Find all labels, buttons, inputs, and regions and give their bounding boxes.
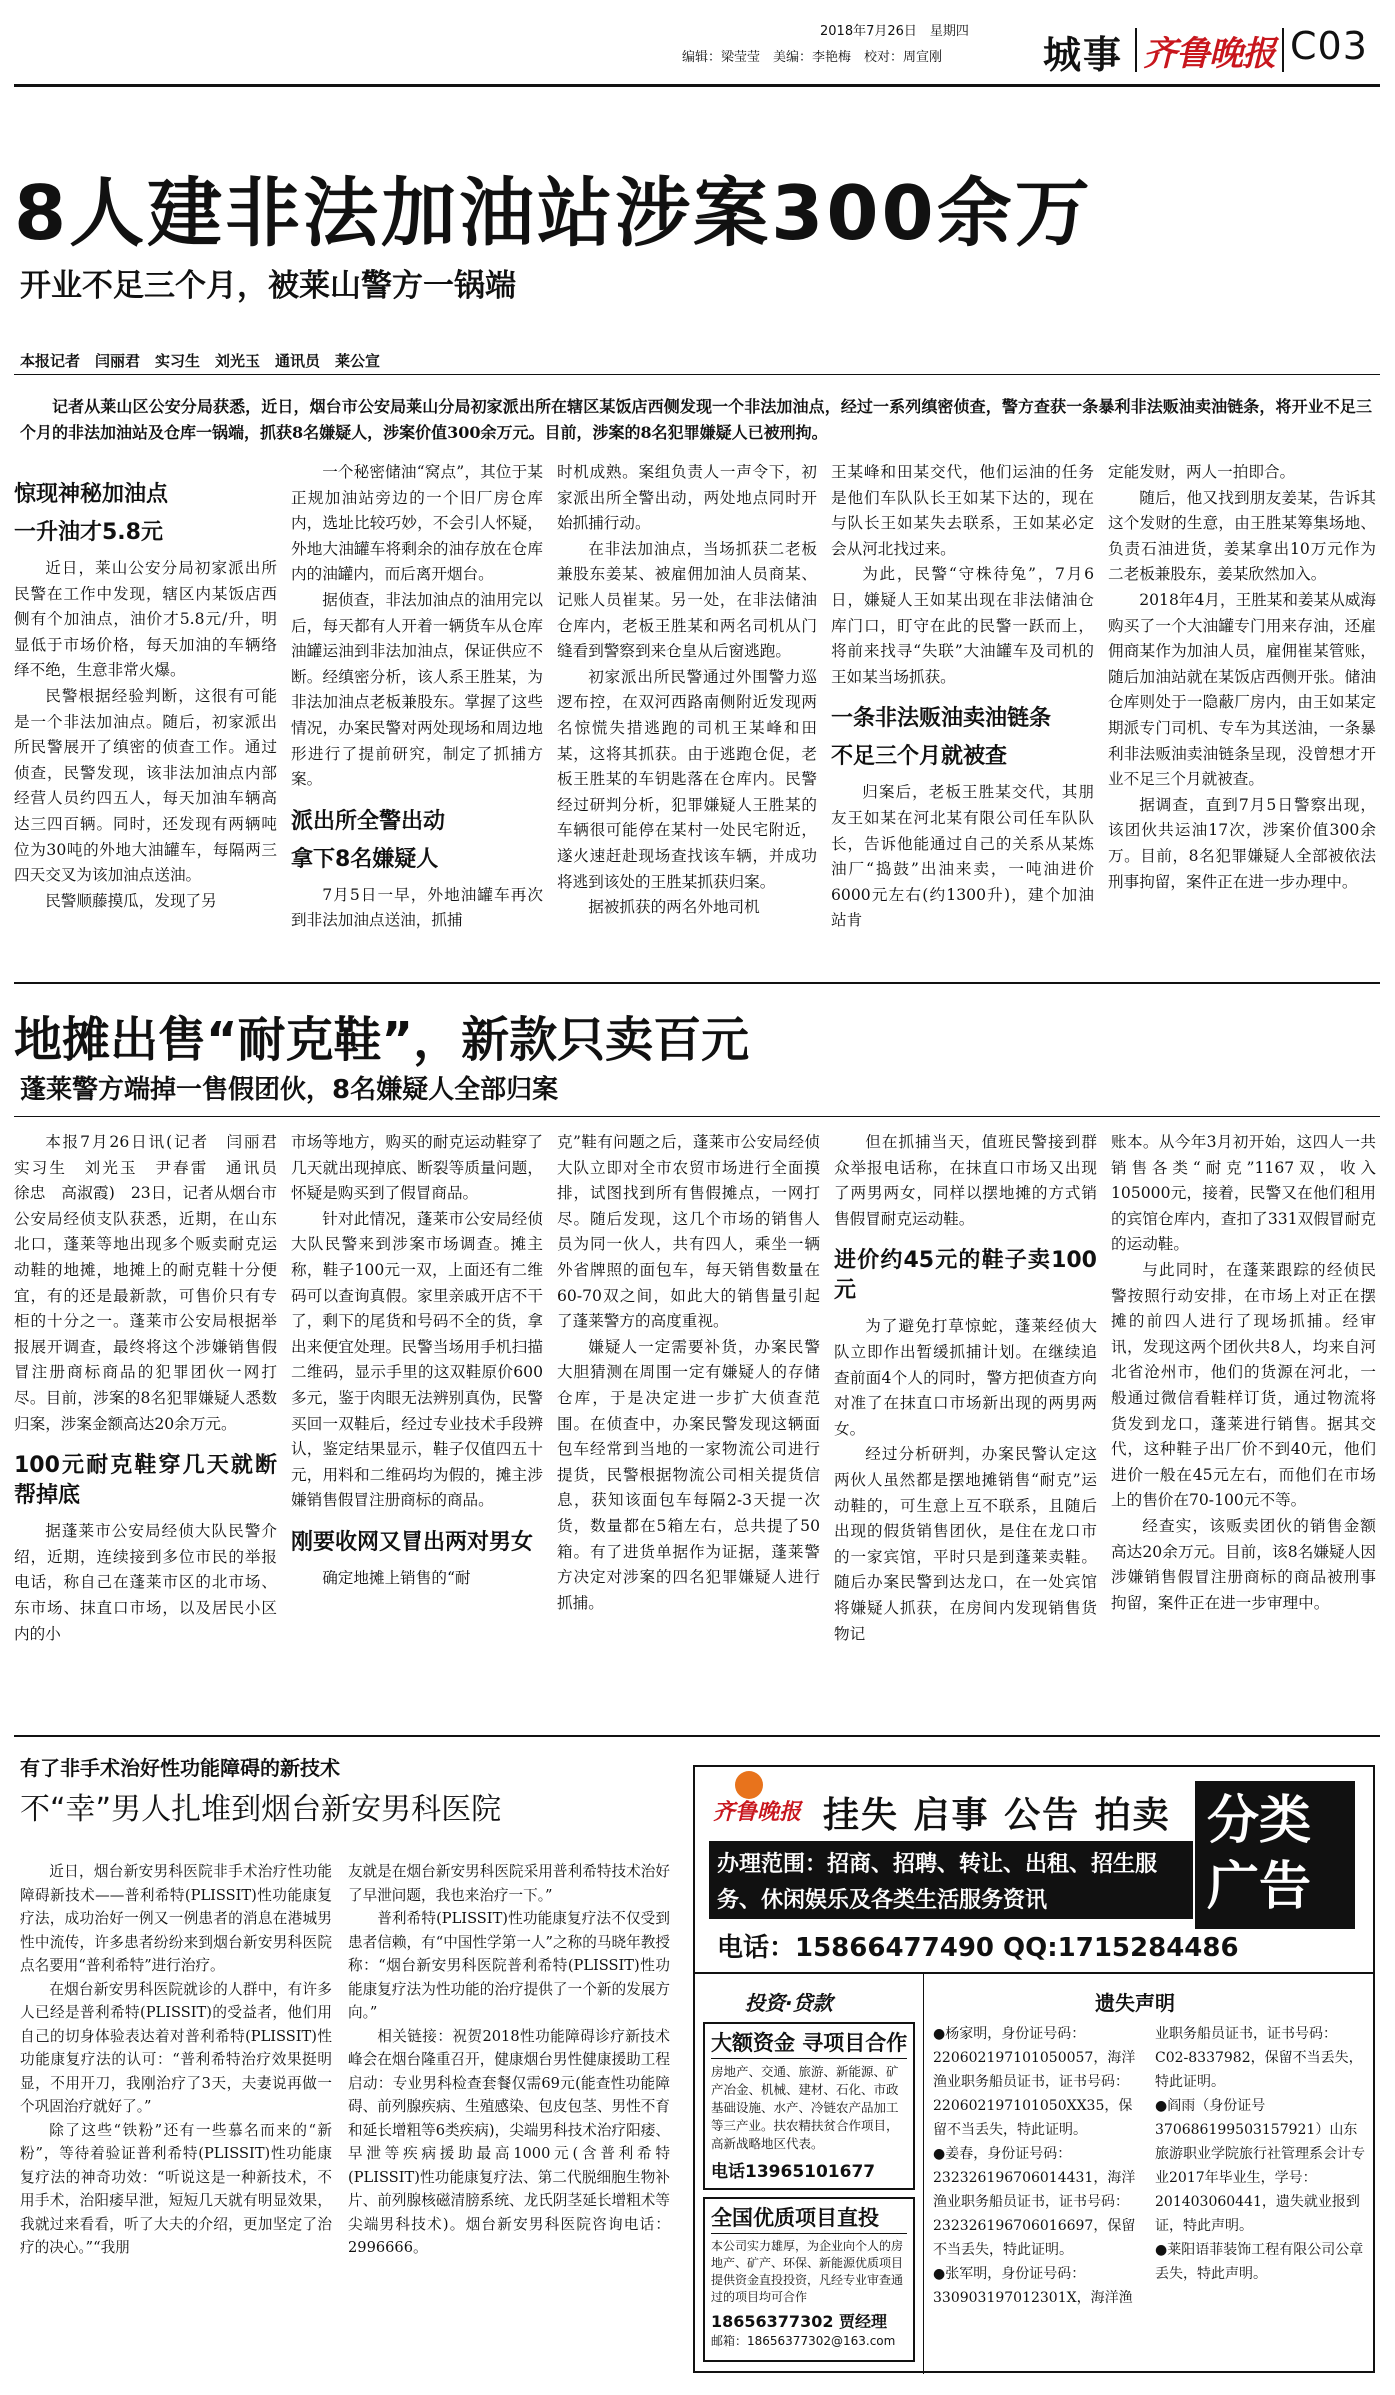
header-divider (1135, 28, 1137, 72)
classified-logo: 齐鲁晚报 (713, 1799, 802, 1825)
paragraph: 为了避免打草惊蛇，蓬莱经侦大队立即作出暂缓抓捕计划。在继续追查前面4个人的同时，警方把侦查方向对准了在抹直口市场新出现的两男两女。 (834, 1317, 1097, 1438)
paragraph: 针对此情况，蓬莱市公安局经侦大队民警来到涉案市场调查。摊主称，鞋子100元一双，上面还有二维码可以查询真假。家里亲戚开店不干了，剩下的尾货和号码不全的货，拿出来便宜处理。民警当场用手机扫描二维码，显示手里的这双鞋原价600多元，鉴于肉眼无法辨别真伪，民警买回一双鞋后，经过专业技术手段辨认，鉴定结果显示，鞋子仅值四五十元，用料和二维码均为假的，摊主涉嫌销售假冒注册商标的商品。 (291, 1209, 543, 1510)
story3-headline: 不“幸”男人扎堆到烟台新安男科医院 (20, 1792, 502, 1827)
story1-col4 (831, 460, 1094, 970)
category-big-2: 广告 (1207, 1857, 1312, 1917)
story1-sub1b: 一升油才5.8元 (14, 520, 163, 545)
lost-notice: ●姜春，身份证号码：232326196706014431，海洋渔业职务船员证书，证书号码：232326196706016697，保留不当丢失，特此证明。 (933, 2146, 1136, 2258)
paragraph: 近日，烟台新安男科医院非手术治疗性功能障碍新技术——普利希特(PLISSIT)性功能康复疗法，成功治好一例又一例患者的消息在港城男性中流传，许多患者纷纷来到烟台新安男科医院点名要用“普利希特”进行治疗。 (20, 1863, 332, 1974)
story1-col2 (291, 460, 543, 970)
invest-ad-1 (703, 2022, 915, 2190)
paragraph: 友就是在烟台新安男科医院采用普利希特技术治好了早泄问题，我也来治疗一下。” (348, 1863, 670, 1904)
classified-inner-rule (695, 1972, 1373, 1974)
header-rule (14, 84, 1380, 87)
classified-banner: 挂失 启事 公告 拍卖 (823, 1795, 1171, 1836)
invest-title: 投资·贷款 (745, 1991, 833, 2015)
invest-ad-1-body: 房地产、交通、旅游、新能源、矿产冶金、机械、建材、石化、市政基础设施、水产、冷链农产品加工等三产业。扶农精扶贫合作项目，高新战略地区代表。 (711, 2064, 899, 2151)
paragraph: 王某峰和田某交代，他们运油的任务是他们车队队长王如某下达的，现在与队长王如某失去联系，王如某必定会从河北找过来。 (831, 463, 1094, 558)
paragraph: 归案后，老板王胜某交代，其朋友王如某在河北某有限公司任车队队长，告诉他能通过自己的关系从某炼油厂“捣鼓”出油来卖，一吨油进价6000元左右(约1300升)，建个加油站肯 (831, 783, 1094, 930)
paragraph: 账本。从今年3月初开始，这四人一共销售各类“耐克”1167双，收入105000元，接着，民警又在他们租用的宾馆仓库内，查扣了331双假冒耐克的运动鞋。 (1111, 1133, 1376, 1254)
story3-col1 (20, 1860, 332, 2360)
story1-sub1: 惊现神秘加油点 (14, 482, 169, 507)
story1-byline: 本报记者 闫丽君 实习生 刘光玉 通讯员 莱公宣 (20, 352, 381, 370)
story2-subhead: 蓬莱警方端掉一售假团伙，8名嫌疑人全部归案 (20, 1075, 559, 1105)
lost-notice: ●阎雨（身份证号370686199503157921）山东旅游职业学院旅行社管理系会计专业2017年毕业生，学号：201403060441，遗失就业报到证，特此声明。 (1155, 2098, 1365, 2234)
story2-sub2: 刚要收网又冒出两对男女 (291, 1529, 534, 1555)
invest-ad-1-title: 大额资金 寻项目合作 (711, 2028, 907, 2059)
paragraph: 随后，他又找到朋友姜某，告诉其这个发财的生意，由王胜某筹集场地、负责石油进货，姜某拿出10万元作为二老板兼股东，姜某欣然加入。 (1108, 488, 1376, 584)
paragraph: 一个秘密储油“窝点”，其位于某正规加油站旁边的一个旧厂房仓库内，选址比较巧妙，不会引人怀疑，外地大油罐车将剩余的油存放在仓库内的油罐内，而后离开烟台。 (291, 463, 543, 584)
invest-ad-2-email: 邮箱：18656377302@163.com (711, 2334, 896, 2348)
story2-col2 (291, 1130, 543, 1690)
byline-rule (14, 374, 1380, 375)
paragraph: 除了这些“铁粉”还有一些慕名而来的“新粉”，等待着验证普利希特(PLISSIT)性功能康复疗法的神奇功效：“听说这是一种新技术，不用手术，治阳痿早泄，短短几天就有明显效果，我就过来看看，听了大夫的介绍，更加坚定了治疗的决心。”“我朋 (20, 2121, 332, 2256)
paragraph: 初家派出所民警通过外围警力巡逻布控，在双河西路南侧附近发现两名惊慌失措逃跑的司机王某峰和田某，这将其抓获。由于逃跑仓促，老板王胜某的车钥匙落在仓库内。民警经过研判分析，犯罪嫌疑人王胜某的车辆很可能停在某村一处民宅附近，遂火速赶赴现场查找该车辆，并成功将逃到该处的王胜某抓获归案。 (557, 667, 817, 891)
header-divider-2 (1282, 28, 1284, 72)
story2-col5 (1111, 1130, 1376, 1690)
lost-notice: ●莱阳语菲装饰工程有限公司公章丢失，特此声明。 (1155, 2242, 1364, 2282)
category-big-1: 分类 (1207, 1791, 1312, 1851)
story1-subhead: 开业不足三个月，被莱山警方一锅端 (20, 268, 516, 304)
paragraph: 克”鞋有问题之后，蓬莱市公安局经侦大队立即对全市农贸市场进行全面摸排，试图找到所有售假摊点，一网打尽。随后发现，这几个市场的销售人员为同一伙人，共有四人，乘坐一辆外省牌照的面包车，每天销售数量在60-70双之间，如此大的销售量引起了蓬莱警方的高度重视。 (557, 1133, 820, 1331)
page-number: C03 (1290, 24, 1368, 68)
story1-col1 (14, 460, 277, 970)
paragraph: 据侦查，非法加油点的油用完以后，每天都有人开着一辆货车从仓库油罐运油到非法加油点，保证供应不断。经缜密分析，该人系王胜某，为非法加油点老板兼股东。掌握了这些情况，办案民警对两处现场和周边地形进行了提前研究，制定了抓捕方案。 (291, 590, 543, 789)
paragraph: 时机成熟。案组负责人一声令下，初家派出所全警出动，两处地点同时开始抓捕行动。 (557, 463, 817, 533)
lost-col-b (1155, 2022, 1367, 2367)
lost-notice: ●杨家明，身份证号码：220602197101050057，海洋渔业职务船员证书，证书号码：220602197101050XX35，保留不当丢失，特此证明。 (933, 2026, 1136, 2138)
paragraph: 在非法加油点，当场抓获二老板兼股东姜某、被雇佣加油人员商某、记账人员崔某。另一处，在非法储油仓库内，老板王胜某和两名司机从门缝看到警察到来仓皇从后窗逃跑。 (557, 539, 817, 661)
paragraph: 民警根据经验判断，这很有可能是一个非法加油点。随后，初家派出所民警展开了缜密的侦查工作。通过侦查，民警发现，该非法加油点内部经营人员约四五人，每天加油车辆高达三四百辆。同时，还发现有两辆吨位为30吨的外地大油罐车，每隔两三四天交叉为该加油点送油。 (14, 686, 277, 885)
invest-ad-2-body: 本公司实力雄厚，为企业向个人的房地产、矿产、环保、新能源优质项目提供资金直投投资，凡经专业审查通过的项目均可合作 (711, 2239, 904, 2304)
paragraph: 定能发财，两人一拍即合。 (1108, 463, 1296, 481)
paragraph: 近日，莱山公安分局初家派出所民警在工作中发现，辖区内某饭店西侧有个加油点，油价才5.8元/升，明显低于市场价格，每天加油的车辆络绎不绝，生意非常火爆。 (14, 559, 277, 680)
paragraph: 据调查，直到7月5日警察出现，该团伙共运油17次，涉案价值300余万。目前，8名犯罪嫌疑人全部被依法刑事拘留，案件正在进一步办理中。 (1108, 795, 1376, 891)
story2-sub3: 进价约45元的鞋子卖100元 (834, 1248, 1097, 1304)
story1-headline: 8人建非法加油站涉案300余万 (14, 169, 1093, 257)
section-name: 城事 (1043, 33, 1124, 77)
paragraph: 相关链接：祝贺2018性功能障碍诊疗新技术峰会在烟台隆重召开，健康烟台男性健康援助工程启动：专业男科检查套餐仅需69元(能查性功能障碍、前列腺疾病、生殖感染、包皮包茎、男性不育和延长增粗等6类疾病)，尖端男科技术治疗阳痿、早泄等疾病援助最高1000元(含普利希特(PLISSIT)性功能康复疗法、第二代脱细胞生物补片、前列腺核磁清膀系统、龙氏阴茎延长增粗术等尖端男科技术)。烟台新安男科医院咨询电话：2996666。 (348, 2027, 670, 2256)
story1-sub3: 一条非法贩油卖油链条 (831, 706, 1052, 732)
classified-phone: 电话：15866477490 QQ:1715284486 (717, 1933, 1239, 1963)
paragraph: 为此，民警“守株待兔”，7月6日，嫌疑人王如某出现在非法储油仓库门口，盯守在此的民警一跃而上，将前来找寻“失联”大油罐车及司机的王如某当场抓获。 (831, 565, 1094, 686)
story1-col3 (557, 460, 817, 970)
story1-sub2: 派出所全警出动 (291, 808, 446, 834)
story1-end-rule (14, 982, 1380, 984)
header-editors: 编辑：梁莹莹 美编：李艳梅 校对：周宣刚 (682, 50, 943, 65)
paragraph: 据蓬莱市公安局经侦大队民警介绍，近期，连续接到多位市民的举报电话，称自己在蓬莱市区的北市场、东市场、抹直口市场，以及居民小区内的小 (14, 1522, 277, 1643)
story2-sub-rule (14, 1116, 1380, 1117)
paragraph: 在烟台新安男科医院就诊的人群中，有许多人已经是普利希特(PLISSIT)的受益者，他们用自己的切身体验表达着对普利希特(PLISSIT)性功能康复疗法的认可：“普利希特治疗效果挺明显，不用开刀，我刚治疗了3天，夫妻说再做一个巩固治疗就好了。” (20, 1980, 332, 2115)
paragraph: 但在抓捕当天，值班民警接到群众举报电话称，在抹直口市场又出现了两男两女，同样以摆地摊的方式销售假冒耐克运动鞋。 (834, 1133, 1097, 1228)
scope-text-1: 招商、招聘、转让、出租、招生服 (827, 1852, 1158, 1877)
paragraph: 经查实，该贩卖团伙的销售金额高达20余万元。目前，该8名嫌疑人因涉嫌销售假冒注册商标的商品被刑事拘留，案件正在进一步审理中。 (1111, 1516, 1376, 1612)
paper-logo: 齐鲁晚报 (1143, 34, 1275, 74)
story1-sub3b: 不足三个月就被查 (831, 744, 1008, 770)
story1-sub2b: 拿下8名嫌疑人 (291, 846, 439, 872)
story3-kicker: 有了非手术治好性功能障碍的新技术 (20, 1756, 340, 1780)
story1-lead: 记者从莱山区公安分局获悉，近日，烟台市公安局莱山分局初家派出所在辖区某饭店西侧发现一个非法加油点，经过一系列缜密侦查，警方查获一条暴利非法贩油卖油链条，将开业不足三个月的非法加油站及仓库一锅端，抓获8名嫌疑人，涉案价值300余万元。目前，涉案的8名犯罪嫌疑人已被刑拘。 (20, 397, 1372, 442)
lost-notice: 业职务船员证书，证书号码：C02-8337982，保留不当丢失，特此证明。 (1155, 2026, 1363, 2090)
lost-col-a (933, 2022, 1143, 2367)
paragraph: 经过分析研判，办案民警认定这两伙人虽然都是摆地摊销售“耐克”运动鞋的，可生意上互不联系，且随后出现的假货销售团伙，是住在龙口市的一家宾馆，平时只是到蓬莱卖鞋。随后办案民警到达龙口，在一处宾馆将嫌疑人抓获，在房间内发现销售货物记 (834, 1445, 1097, 1643)
invest-ad-1-phone: 电话13965101677 (711, 2162, 876, 2182)
lost-title: 遗失声明 (1095, 1991, 1175, 2015)
classified-col-rule (923, 1974, 924, 2374)
paragraph: 确定地摊上销售的“耐 (322, 1568, 471, 1587)
story1-col5 (1108, 460, 1376, 970)
classified-box (693, 1765, 1375, 2373)
story2-end-rule (14, 1735, 1380, 1737)
scope-line-1 (717, 1847, 1157, 1878)
paragraph: 民警顺藤摸瓜，发现了另 (45, 891, 217, 910)
category-block (1195, 1781, 1355, 1929)
paragraph: 普利希特(PLISSIT)性功能康复疗法不仅受到患者信赖，有“中国性学第一人”之称的马晓年教授称：“烟台新安男科医院普利希特(PLISSIT)性功能康复疗法为性功能的治疗提供了一个新的发展方向。” (348, 1910, 670, 2021)
story2-col3 (557, 1130, 820, 1690)
invest-ad-2 (703, 2197, 915, 2362)
paragraph: 7月5日一早，外地油罐车再次到非法加油点送油，抓捕 (291, 885, 543, 930)
scope-label: 办理范围： (717, 1852, 828, 1877)
paragraph: 与此同时，在蓬莱跟踪的经侦民警按照行动安排，在市场上对正在摆摊的前四人进行了现场抓捕。经审讯，发现这两个团伙共8人，均来自河北省沧州市，他们的货源在河北，一般通过微信看鞋样订货，通过物流将货发到龙口，蓬莱进行销售。据其交代，这种鞋子出厂价不到40元，他们进价一般在45元左右，而他们在市场上的售价在70-100元不等。 (1111, 1260, 1376, 1510)
paragraph: 本报7月26日讯(记者 闫丽君 实习生 刘光玉 尹春雷 通讯员 徐忠 高淑霞) 23日，记者从烟台市公安局经侦支队获悉，近期，在山东北口，蓬莱等地出现多个贩卖耐克运动鞋的地摊，地摊上的耐克鞋十分便宜，有的还是最新款，可售价只有专柜的十分之一。蓬莱市公安局根据举报展开调查，最终将这个涉嫌销售假冒注册商标商品的犯罪团伙一网打尽。目前，涉案的8名犯罪嫌疑人悉数归案，涉案金额高达20余万元。 (14, 1133, 293, 1433)
story2-sub1: 100元耐克鞋穿几天就断帮掉底 (14, 1453, 277, 1509)
story2-col4 (834, 1130, 1097, 1690)
logo-sun-icon (735, 1771, 763, 1799)
header-date: 2018年7月26日 星期四 (820, 24, 969, 39)
invest-ad-2-phone: 18656377302 贾经理 (711, 2312, 888, 2331)
paragraph: 嫌疑人一定需要补货，办案民警大胆猜测在周围一定有嫌疑人的存储仓库，于是决定进一步扩大侦查范围。在侦查中，办案民警发现这辆面包车经常到当地的一家物流公司进行提货，民警根据物流公司相关提货信息，获知该面包车每隔2-3天提一次货，数量都在5箱左右，总共提了50箱。有了进货单据作为证据，蓬莱警方决定对涉案的四名犯罪嫌疑人进行抓捕。 (557, 1337, 820, 1612)
story2-headline: 地摊出售“耐克鞋”，新款只卖百元 (14, 1012, 750, 1068)
lost-notice: ●张军明，身份证号码：330903197012301X，海洋渔 (933, 2266, 1133, 2306)
scope-line-2: 务、休闲娱乐及各类生活服务资讯 (717, 1888, 1048, 1913)
paragraph: 据被抓获的两名外地司机 (588, 898, 760, 917)
paragraph: 市场等地方，购买的耐克运动鞋穿了几天就出现掉底、断裂等质量问题，怀疑是购买到了假冒商品。 (291, 1133, 543, 1203)
invest-ad-2-title: 全国优质项目直投 (711, 2203, 907, 2234)
scope-block (709, 1841, 1193, 1919)
story2-col1 (14, 1130, 293, 1690)
story3-col2 (348, 1860, 670, 2360)
paragraph: 2018年4月，王胜某和姜某从威海购买了一个大油罐专门用来存油，还雇佣商某作为加油人员，雇佣崔某管账，随后加油站就在某饭店西侧开张。储油仓库则处于一隐蔽厂房内，由王如某定期派专门司机、专车为其送油，一条暴利非法贩油卖油链条呈现，没曾想才开业不足三个月就被查。 (1108, 590, 1376, 789)
